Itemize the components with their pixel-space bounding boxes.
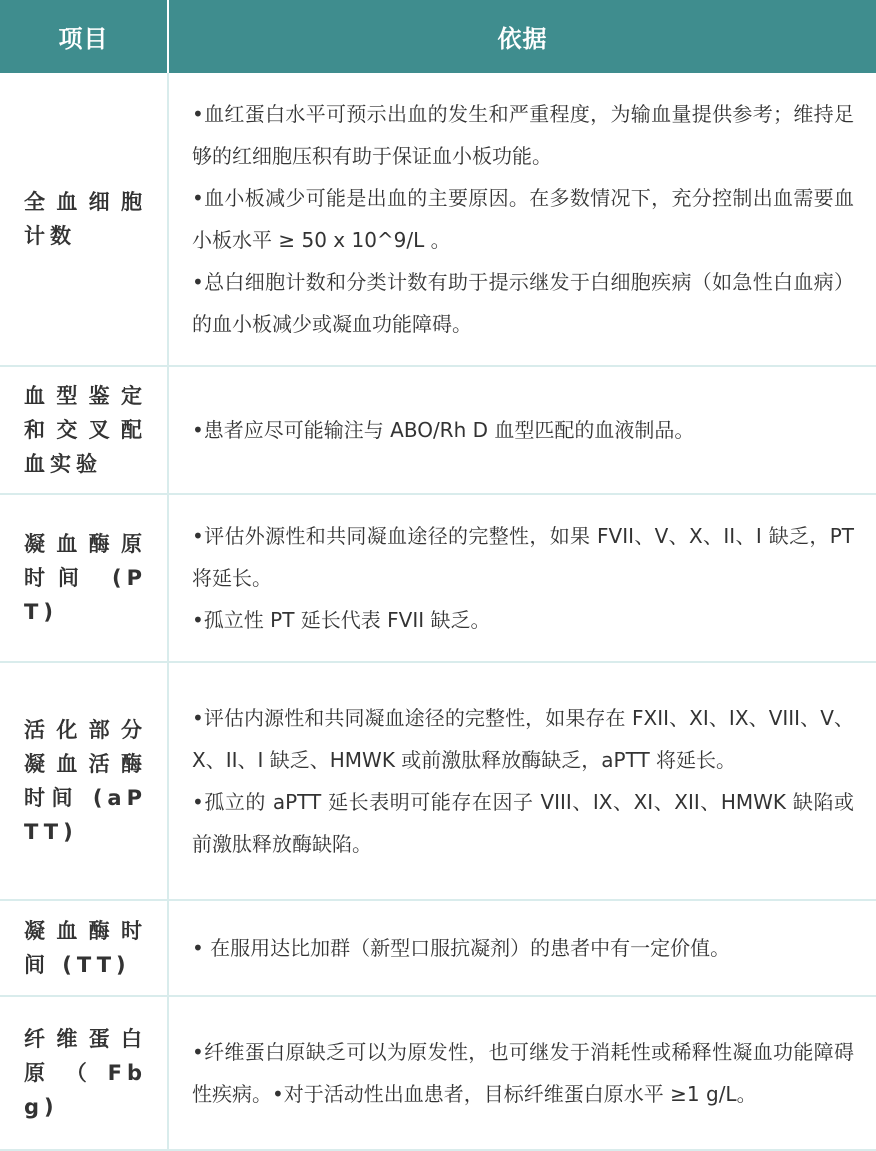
table-row xyxy=(0,900,876,996)
table-row xyxy=(0,366,876,494)
header-row xyxy=(0,0,876,73)
basis-paragraph: •评估外源性和共同凝血途径的完整性，如果 FVII、V、X、II、Ⅰ 缺乏，PT 将延长。 xyxy=(192,524,854,590)
basis-paragraph: •血小板减少可能是出血的主要原因。在多数情况下，充分控制出血需要血小板水平 ≥ 50 x 10^9/L 。 xyxy=(192,186,854,252)
basis-cell xyxy=(168,662,876,900)
basis-paragraph: •孤立性 PT 延长代表 FVII 缺乏。 xyxy=(192,608,491,632)
table-row xyxy=(0,662,876,900)
basis-cell xyxy=(168,494,876,662)
header-item: 项目 xyxy=(0,0,168,73)
basis-cell xyxy=(168,900,876,996)
basis-paragraph: •总白细胞计数和分类计数有助于提示继发于白细胞疾病（如急性白血病）的血小板减少或凝血功能障碍。 xyxy=(192,270,854,336)
basis-cell xyxy=(168,366,876,494)
basis-cell xyxy=(168,996,876,1150)
item-cell: 血型鉴定和交叉配血实验 xyxy=(0,366,168,494)
basis-paragraph: •纤维蛋白原缺乏可以为原发性，也可继发于消耗性或稀释性凝血功能障碍性疾病。•对于活动性出血患者，目标纤维蛋白原水平 ≥1 g/L。 xyxy=(192,1040,854,1106)
basis-paragraph: •患者应尽可能输注与 ABO/Rh D 血型匹配的血液制品。 xyxy=(192,418,695,442)
table-row xyxy=(0,73,876,366)
item-cell: 凝血酶原时间 (PT) xyxy=(0,494,168,662)
basis-paragraph: •评估内源性和共同凝血途径的完整性，如果存在 FXII、XI、IX、VIII、V、X、II、Ⅰ 缺乏、HMWK 或前激肽释放酶缺乏，aPTT 将延长。 xyxy=(192,706,854,772)
table-row xyxy=(0,996,876,1150)
item-cell: 活化部分凝血活酶时间 (aPTT) xyxy=(0,662,168,900)
header-basis: 依据 xyxy=(168,0,876,73)
item-cell: 全血细胞计数 xyxy=(0,73,168,366)
item-cell: 凝血酶时间 (TT) xyxy=(0,900,168,996)
item-cell: 纤维蛋白原（Fbg) xyxy=(0,996,168,1150)
table-row xyxy=(0,494,876,662)
table-body xyxy=(0,73,876,1150)
table-header xyxy=(0,0,876,73)
basis-cell xyxy=(168,73,876,366)
basis-paragraph: • 在服用达比加群（新型口服抗凝剂）的患者中有一定价值。 xyxy=(192,936,731,960)
basis-paragraph: •血红蛋白水平可预示出血的发生和严重程度，为输血量提供参考；维持足够的红细胞压积有助于保证血小板功能。 xyxy=(192,102,854,168)
basis-paragraph: •孤立的 aPTT 延长表明可能存在因子 VIII、IX、XI、XII、HMWK 缺陷或前激肽释放酶缺陷。 xyxy=(192,790,854,856)
